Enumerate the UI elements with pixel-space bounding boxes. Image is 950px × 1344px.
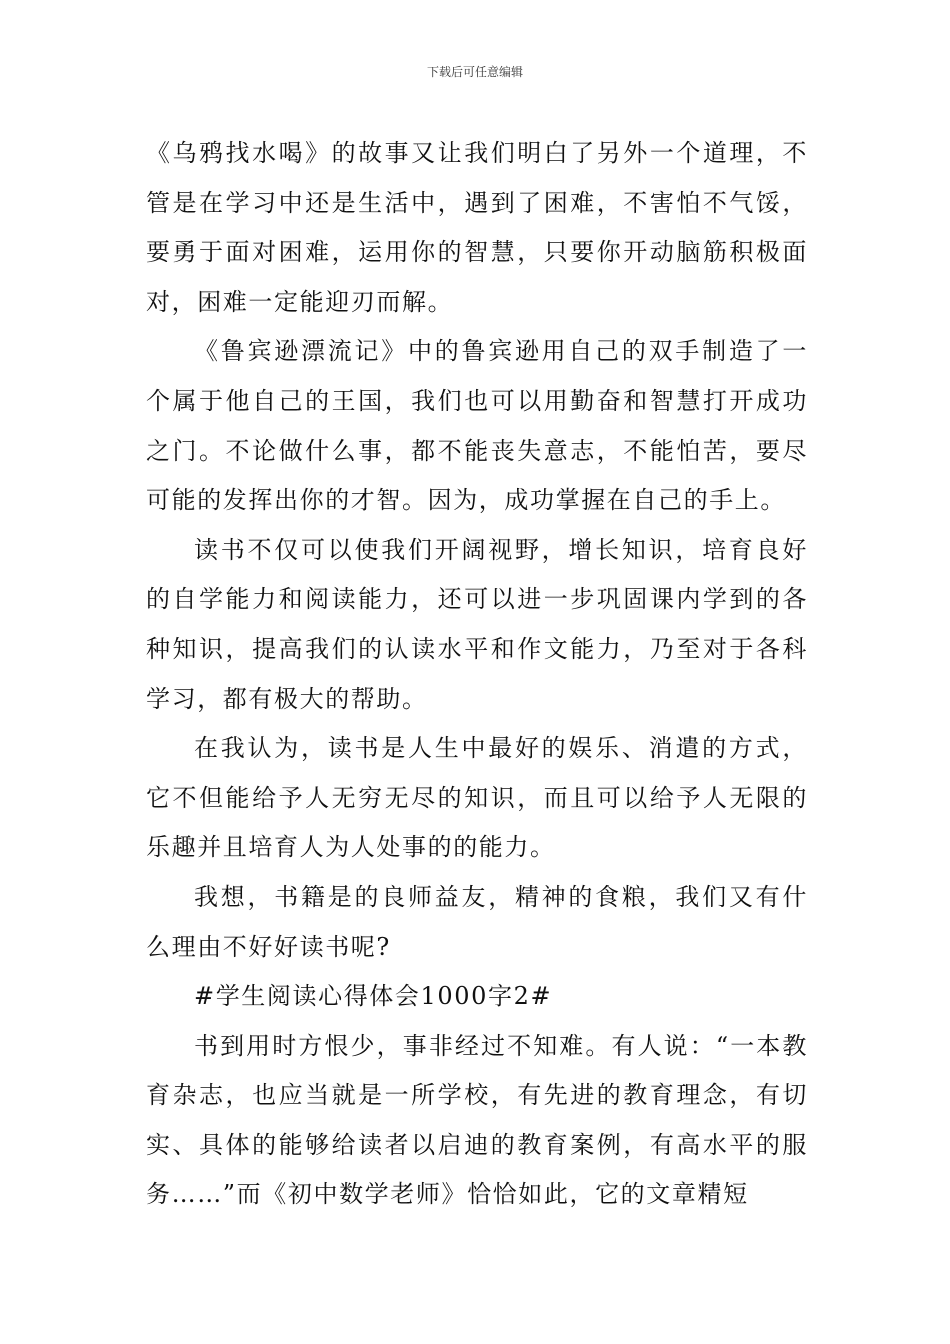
paragraph-reading-entertainment: 在我认为，读书是人生中最好的娱乐、消遣的方式，它不但能给予人无穷无尽的知识，而且可以给予人无限的乐趣并且培育人为人处事的的能力。 — [146, 734, 808, 862]
document-body — [146, 129, 808, 1220]
paragraph-math-teacher: 书到用时方恨少，事非经过不知难。有人说：“一本教育杂志，也应当就是一所学校，有先进的教育理念，有切实、具体的能够给读者以启迪的教育案例，有高水平的服务……”而《初中数学老师》恰恰如此，它的文章精短 — [146, 1031, 808, 1209]
paragraph-crow-story: 《乌鸦找水喝》的故事又让我们明白了另外一个道理，不管是在学习中还是生活中，遇到了困难，不害怕不气馁，要勇于面对困难，运用你的智慧，只要你开动脑筋积极面对，困难一定能迎刃而解。 — [146, 139, 808, 316]
page-header: 下载后可任意编辑 — [426, 65, 523, 79]
paragraph-robinson: 《鲁宾逊漂流记》中的鲁宾逊用自己的双手制造了一个属于他自己的王国，我们也可以用勤奋和智慧打开成功之门。不论做什么事，都不能丧失意志，不能怕苦，要尽可能的发挥出你的才智。因为，成功掌握在自己的手上。 — [146, 337, 808, 515]
section-heading: #学生阅读心得体会1000字2# — [194, 982, 553, 1011]
paragraph-books-friends: 我想，书籍是的良师益友，精神的食粮，我们又有什么理由不好好读书呢? — [146, 882, 808, 961]
paragraph-reading-benefits: 读书不仅可以使我们开阔视野，增长知识，培育良好的自学能力和阅读能力，还可以进一步巩固课内学到的各种知识，提高我们的认读水平和作文能力，乃至对于各科学习，都有极大的帮助。 — [146, 535, 808, 713]
